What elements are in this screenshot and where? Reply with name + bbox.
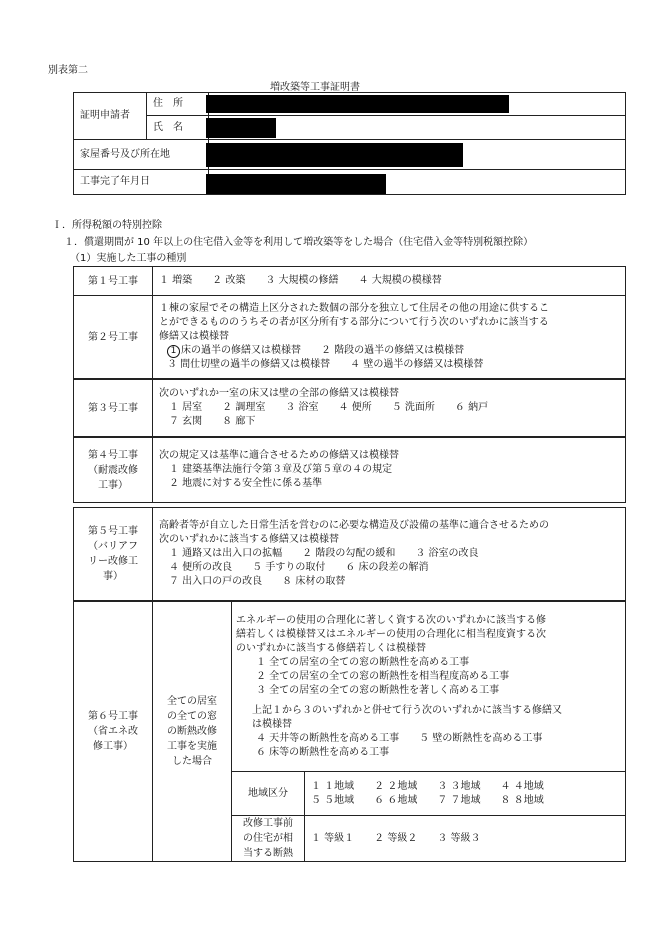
work-4-line-1: 次の規定又は基準に適合させるための修繕又は模様替 — [159, 450, 399, 461]
work-1-label: 第１号工事 — [74, 267, 153, 296]
work-6-table — [73, 601, 626, 862]
address-label: 住 所 — [147, 93, 209, 116]
region-label: 地域区分 — [232, 772, 305, 816]
work-6-line-4: １ 全ての居室の全ての窓の断熱性を高める工事 — [256, 656, 470, 668]
work-6-line-8: は模様替 — [252, 718, 292, 730]
work-4-line-2: １ 建築基準法施行令第３章及び第５章の４の規定 — [169, 464, 393, 475]
page-title: 増改築等工事証明書 — [270, 82, 360, 93]
grade-label: 改修工事前 の住宅が相 当する断熱 — [232, 816, 305, 862]
name-label: 氏 名 — [147, 116, 209, 140]
work-6-line-7: 上記１から３のいずれかと併せて行う次のいずれかに該当する修繕又 — [252, 704, 562, 716]
work-4-label: 第４号工事 （耐震改修 工事） — [74, 438, 153, 503]
work-6-body — [232, 602, 626, 772]
work-6-line-6: ３ 全ての居室の全ての窓の断熱性を著しく高める工事 — [256, 684, 500, 696]
work-6-line-10: ６ 床等の断熱性を高める工事 — [256, 746, 390, 758]
work-1-table — [73, 266, 626, 296]
work-5-label: 第５号工事 （バリアフ リー改修工 事） — [74, 508, 153, 601]
work-3-table — [73, 379, 626, 437]
redaction-name — [206, 118, 276, 138]
work-4-line-3: ２ 地震に対する安全性に係る基準 — [169, 478, 323, 489]
work-3-label: 第３号工事 — [74, 380, 153, 437]
work-5-line-5: ７ 出入口の戸の改良 ８ 床材の取替 — [169, 576, 346, 587]
work-2-label: 第２号工事 — [74, 296, 153, 379]
work-5-line-4: ４ 便所の改良 ５ 手すりの取付 ６ 床の段差の解消 — [169, 562, 429, 573]
grade-line: １ 等級１ ２ 等級２ ３ 等級３ — [311, 832, 481, 844]
work-6-line-1: エネルギーの使用の合理化に著しく資する次のいずれかに該当する修 — [236, 614, 546, 626]
work-5-line-1: 高齢者等が自立した日常生活を営むのに必要な構造及び設備の基準に適合させるための — [159, 520, 549, 531]
section-heading-1-1: １．償還期間が 10 年以上の住宅借入金等を利用して増改築等をした場合（住宅借入金等特別税額控除） — [64, 237, 534, 248]
work-6-label: 第６号工事 （省エネ改 修工事） — [74, 602, 153, 862]
circled-option-1: 1 — [167, 345, 180, 358]
work-6-line-5: ２ 全ての居室の全ての窓の断熱性を相当程度高める工事 — [256, 670, 510, 682]
work-1-options: １ 増築 ２ 改築 ３ 大規模の修繕 ４ 大規模の模様替 — [153, 267, 626, 296]
work-5-line-2: 次のいずれかに該当する修繕又は模様替 — [159, 534, 339, 545]
work-2-body — [153, 296, 626, 379]
work-3-line-3: ７ 玄関 ８ 廊下 — [169, 416, 256, 427]
work-3-line-1: 次のいずれか一室の床又は壁の全部の修繕又は模様替 — [159, 388, 399, 399]
work-5-line-3: １ 通路又は出入口の拡幅 ２ 階段の勾配の緩和 ３ 浴室の改良 — [169, 548, 479, 559]
region-line-2: ５ ５地域 ６ ６地域 ７ ７地域 ８ ８地域 — [311, 794, 544, 806]
applicant-label: 証明申請者 — [74, 93, 147, 140]
work-4-table — [73, 437, 626, 503]
work-2-line-1: １棟の家屋でその構造上区分された数個の部分を独立して住居その他の用途に供するこ — [159, 303, 549, 314]
redaction-address — [206, 95, 509, 113]
grade-options — [305, 816, 626, 862]
work-2-line-4 — [159, 344, 619, 358]
completion-label: 工事完了年月日 — [74, 170, 209, 195]
work-3-body — [153, 380, 626, 437]
work-5-table — [73, 507, 626, 601]
work-4-body — [153, 438, 626, 503]
work-6-line-9: ４ 天井等の断熱性を高める工事 ５ 壁の断熱性を高める工事 — [256, 732, 543, 744]
work-2-line-3: 修繕又は模様替 — [159, 331, 229, 342]
work-2-item-1-text: 床の過半の修繕又は模様替 ２ 階段の過半の修繕又は模様替 — [181, 345, 465, 356]
form-number: 別表第二 — [48, 65, 88, 76]
work-6-line-3: のいずれかに該当する修繕若しくは模様替 — [236, 642, 426, 654]
work-3-line-2: １ 居室 ２ 調理室 ３ 浴室 ４ 便所 ５ 洗面所 ６ 納戸 — [169, 402, 489, 413]
section-heading-1-1-1: （1）実施した工事の種別 — [70, 253, 187, 264]
house-label: 家屋番号及び所在地 — [74, 140, 209, 170]
redaction-house — [206, 143, 463, 167]
work-2-table — [73, 295, 626, 379]
work-2-line-5: ３ 間仕切壁の過半の修繕又は模様替 ４ 壁の過半の修繕又は模様替 — [167, 359, 484, 370]
work-6-subtype-label: 全ての居室 の全ての窓 の断熱改修 工事を実施 した場合 — [153, 602, 232, 862]
region-options — [305, 772, 626, 816]
work-5-body — [153, 508, 626, 601]
section-heading-1: Ｉ．所得税額の特別控除 — [52, 220, 162, 231]
work-2-line-2: とができるもののうちその者が区分所有する部分について行う次のいずれかに該当する — [159, 317, 549, 328]
redaction-completion — [206, 174, 386, 194]
region-line-1: １ １地域 ２ ２地域 ３ ３地域 ４ ４地域 — [311, 780, 544, 792]
work-6-line-2: 繕若しくは模様替又はエネルギーの使用の合理化に相当程度資する次 — [236, 628, 546, 640]
